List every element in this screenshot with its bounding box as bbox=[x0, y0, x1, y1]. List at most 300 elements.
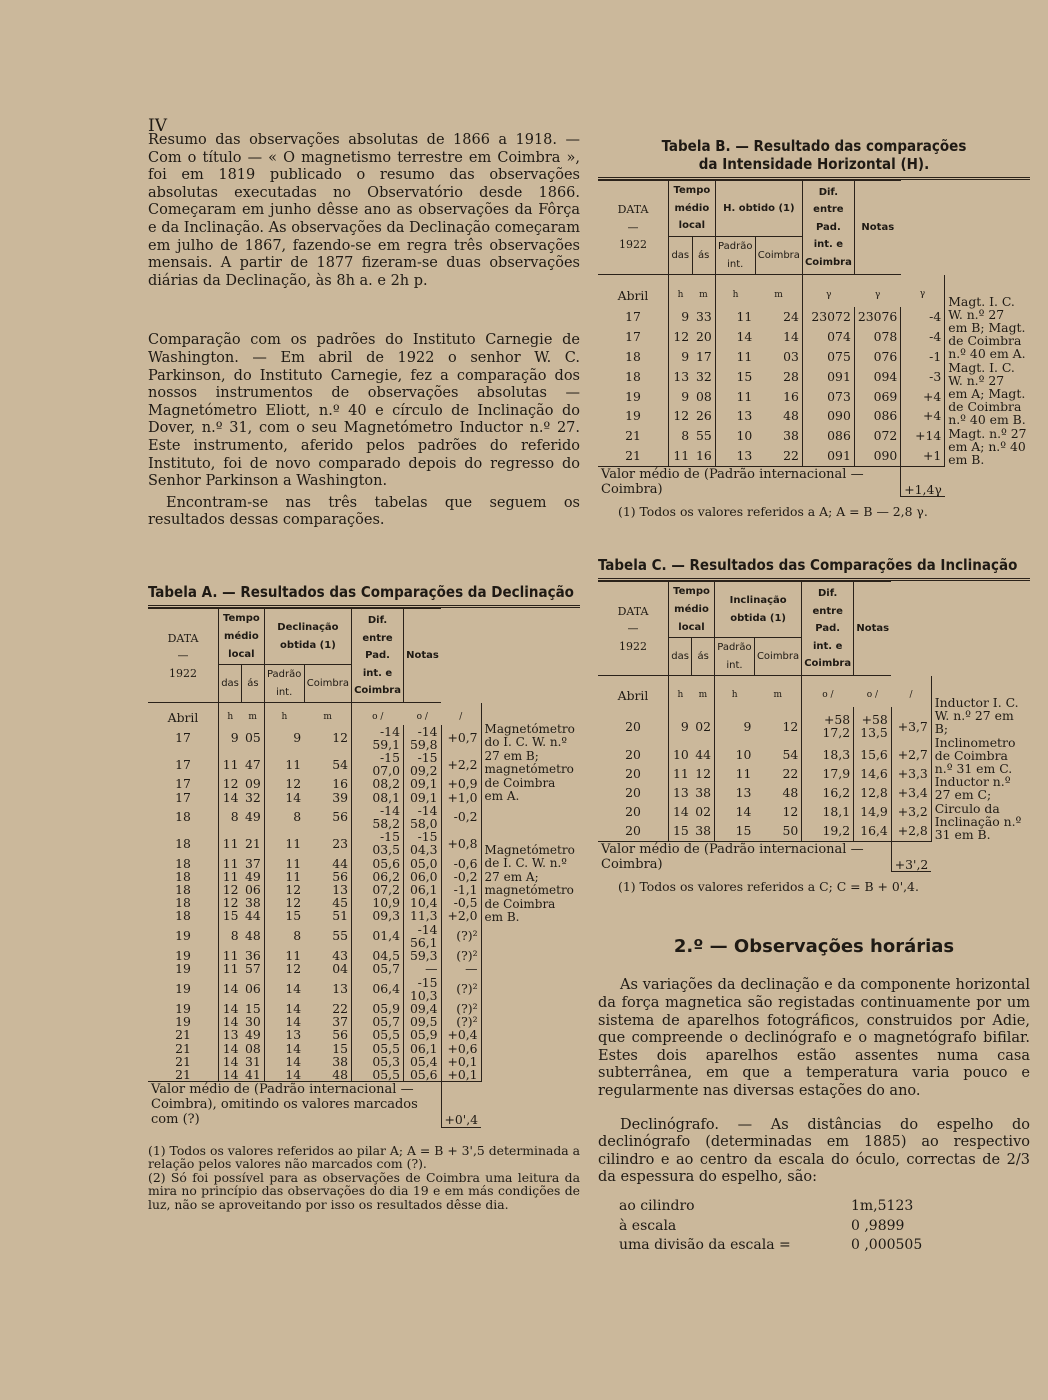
table-c-head-padrao: Padrão int. bbox=[715, 638, 755, 676]
table-c-unit-label: h bbox=[669, 676, 692, 707]
table-a-cell-das-h: 11 bbox=[219, 962, 242, 975]
table-c-cell-as-h: 9 bbox=[715, 707, 755, 745]
table-a-cell-dif: +0,1 bbox=[441, 1068, 481, 1082]
table-a-cell-day: 17 bbox=[175, 789, 191, 805]
table-a-cell-coimbra: 10,4 bbox=[403, 896, 441, 909]
table-b-month-label: Abril bbox=[617, 287, 649, 303]
table-c-cell-as-m: 54 bbox=[782, 747, 799, 763]
table-a-head-coimbra: Coimbra bbox=[304, 665, 351, 703]
table-a-cell-padrao: 05,5 bbox=[352, 1042, 404, 1055]
table-a-cell-padrao: 04,5 bbox=[352, 949, 404, 962]
table-c-unit-label: o / bbox=[866, 690, 879, 701]
table-a-head-tempo: Tempo médio local bbox=[219, 609, 265, 665]
table-a-cell-as-m: 56 bbox=[332, 868, 349, 884]
measure-value: 0 ,000505 bbox=[851, 1237, 923, 1254]
table-a-cell-das-h: 14 bbox=[219, 1002, 242, 1015]
table-b-cell-padrao: 23072 bbox=[802, 307, 854, 327]
table-c-head-coimbra: Coimbra bbox=[754, 638, 801, 676]
table-b-cell-das-h: 9 bbox=[669, 386, 693, 406]
table-c-cell-das-m: 38 bbox=[695, 785, 712, 801]
table-b-cell-as-m: 28 bbox=[783, 368, 799, 384]
table-c-footnote: (1) Todos os valores referidos a C; C = B + 0',4. bbox=[618, 879, 919, 895]
table-c-cell-dif: +3,4 bbox=[891, 783, 931, 802]
table-a-head-das: das bbox=[219, 665, 242, 703]
table-a-cell-das-h: 14 bbox=[219, 1015, 242, 1028]
table-a-cell-as-m: 13 bbox=[332, 981, 349, 997]
table-b-unit-label: γ bbox=[874, 289, 881, 300]
table-c-cell-das-m: 38 bbox=[695, 823, 712, 839]
table-a-month-row bbox=[148, 703, 580, 725]
table-a-cell-dif: -1,1 bbox=[441, 883, 481, 896]
table-c-cell-das-h: 9 bbox=[669, 707, 692, 745]
table-a-cell-day: 17 bbox=[175, 730, 191, 746]
table-a-cell-padrao: 05,5 bbox=[352, 1068, 404, 1082]
table-b-cell-as-m: 16 bbox=[783, 388, 799, 404]
table-c-unit-label: o / bbox=[802, 676, 854, 707]
table-a-cell-das-h: 14 bbox=[219, 1068, 242, 1082]
table-a-cell-das-h: 9 bbox=[219, 725, 242, 751]
table-b-cell-das-h: 11 bbox=[669, 446, 693, 467]
table-a-cell-das-m: 57 bbox=[244, 961, 261, 977]
table-a-cell-dif: +1,0 bbox=[441, 791, 481, 804]
table-a-cell-dif: +0,7 bbox=[441, 725, 481, 751]
table-a-cell-das-m: 48 bbox=[244, 928, 261, 944]
table-b-title: Tabela B. — Resultado das comparações da Intensidade Horizontal (H). bbox=[661, 137, 967, 173]
table-b-cell-as-h: 11 bbox=[715, 386, 755, 406]
measure-label: ao cilindro bbox=[619, 1197, 695, 1214]
table-b-cell-as-h: 11 bbox=[715, 347, 755, 367]
table-c-head-year: 1922 bbox=[619, 639, 647, 653]
table-a-cell-day: 18 bbox=[175, 882, 191, 898]
table-a-average-row bbox=[148, 1082, 580, 1128]
paragraph-variacoes: As variações da declinação e da componente horizontal da força magnetica são registadas continuamente por um sistema de aparelhos fotográficos, construidos por Adie, que compreende o declinógrafo e o magnetógrafo bifilar. Estes dois aparelhos estão assentes numa casa subterrânea, em que a temperatura varia pouco e regularmente nas diversas estações do ano. bbox=[598, 977, 1030, 1099]
table-c-cell-as-h: 13 bbox=[715, 783, 755, 802]
table-c-cell-padrao: 17,9 bbox=[802, 764, 854, 783]
table-a-cell-day: 18 bbox=[175, 809, 191, 825]
page-number: IV bbox=[148, 116, 167, 136]
measure-row bbox=[618, 1217, 923, 1237]
table-b-cell-as-h: 10 bbox=[715, 426, 755, 446]
table-a-cell-dif: -0,2 bbox=[441, 870, 481, 883]
table-a-cell-as-h: 14 bbox=[264, 791, 304, 804]
table-b-month-row bbox=[598, 275, 1030, 308]
table-c-cell-das-h: 13 bbox=[669, 783, 692, 802]
table-a-head-year: 1922 bbox=[169, 666, 197, 680]
table-a-cell-das-m: 41 bbox=[244, 1066, 261, 1082]
table-a-cell-padrao: 07,2 bbox=[352, 883, 404, 896]
table-a-cell-das-m: 36 bbox=[244, 948, 261, 964]
table-c-cell-as-h: 11 bbox=[715, 764, 755, 783]
table-b-cell-padrao: 073 bbox=[802, 386, 854, 406]
table-a-cell-as-h: 14 bbox=[264, 1002, 304, 1015]
table-b-cell-padrao: 091 bbox=[802, 367, 854, 387]
table-a-cell-das-m: 31 bbox=[244, 1053, 261, 1069]
table-b-cell-coimbra: 086 bbox=[854, 406, 900, 426]
table-a-cell-padrao: 05,3 bbox=[352, 1055, 404, 1068]
table-a-cell-das-h: 14 bbox=[219, 976, 242, 1002]
table-c-notes: Inductor I. C. W. n.º 27 em B; Inclinometro de Coimbra n.º 31 em C. Inductor n.º 27 em C; Circulo da Inclinação n.º 31 em B. bbox=[931, 676, 1030, 841]
table-a-footnote-1: (1) Todos os valores referidos ao pilar A; A = B + 3',5 determinada a relação pelos valores não marcados com (?). bbox=[148, 1142, 580, 1172]
table-b-cell-padrao: 075 bbox=[802, 347, 854, 367]
table-a-cell-coimbra: 05,0 bbox=[403, 857, 441, 870]
table-a-cell-dif: (?)² bbox=[441, 949, 481, 962]
table-c-cell-padrao: 18,3 bbox=[802, 745, 854, 764]
table-a-cell-as-h: 12 bbox=[264, 777, 304, 790]
table-b-cell-dif: -4 bbox=[901, 307, 945, 327]
table-a-cell-das-h: 11 bbox=[219, 751, 242, 777]
table-a-cell-dif: +2,2 bbox=[441, 751, 481, 777]
table-b-cell-das-m: 17 bbox=[695, 349, 712, 365]
table-a-cell-day: 18 bbox=[175, 908, 191, 924]
table-a-cell-as-m: 56 bbox=[332, 809, 349, 825]
table-a-cell-as-m: 48 bbox=[332, 1066, 349, 1082]
table-c-cell-padrao: 18,1 bbox=[802, 802, 854, 821]
table-a-cell-coimbra: -14 59,8 bbox=[403, 725, 441, 751]
table-a-cell-dif: +0,1 bbox=[441, 1055, 481, 1068]
table-c-cell-as-m: 48 bbox=[782, 785, 799, 801]
table-b-cell-dif: +4 bbox=[901, 406, 945, 426]
table-a-cell-day: 19 bbox=[175, 961, 191, 977]
measure-label: uma divisão da escala = bbox=[619, 1237, 791, 1254]
table-c-cell-coimbra: 12,8 bbox=[854, 783, 892, 802]
table-c-cell-padrao: +58 17,2 bbox=[802, 707, 854, 745]
table-a-cell-as-m: 38 bbox=[332, 1053, 349, 1069]
table-a-cell-padrao: -14 58,2 bbox=[352, 804, 404, 830]
table-a: DATA — 1922 Tempo médio local Declinação obtida (1) Dif. entre Pad. int. e Coimbra Notas das ás Padrão int. Coimbra Abril h m h m o / o / / Magnetómetro do I. C. W. n.º 27 em B; magnetómetro de Coimbra em A. Magnetómetro de I. C. W. n.º 27 em A; magnetómetro de Coimbra em B. 17 9 05 9 12 -14 59,1 -14 59,8 +0,7 17 11 47 11 54 -15 07,0 -15 09,2 +2,2 17 12 09 12 16 08,2 09,1 +0,9 17 14 32 14 39 08,1 09,1 +1,0 18 8 49 8 56 -14 58,2 -14 58,0 -0,2 18 11 21 11 23 -15 03,5 -15 04,3 +0,8 18 11 37 11 44 05,6 05,0 -0,6 18 11 49 11 56 06,2 06,0 -0,2 18 12 06 12 13 07,2 06,1 -1,1 18 12 38 12 45 10,9 10,4 -0,5 18 15 44 15 51 09,3 11,3 +2,0 19 8 48 8 55 01,4 -14 56,1 (?)² 19 11 36 11 43 04,5 59,3 (?)² 19 11 57 12 04 05,7 — — 19 14 06 14 13 06,4 -15 10,3 (?)² 19 14 15 14 22 05,9 09,4 (?)² 19 14 30 14 37 05,7 09,5 (?)² 21 13 49 13 56 05,5 05,9 +0,4 21 14 08 14 15 05,5 06,1 +0,6 21 14 31 14 38 05,3 05,4 +0,1 21 14 41 14 48 05,5 05,6 +0,1 Valor médio de (Padrão internacional — Coimbra), omitindo os valores marcados com (?) +0',4 bbox=[148, 608, 580, 1127]
table-c-cell-as-m: 12 bbox=[782, 804, 799, 820]
table-a-cell-das-m: 06 bbox=[244, 882, 261, 898]
table-c-head-as: ás bbox=[692, 638, 715, 676]
table-a-cell-coimbra: 05,6 bbox=[403, 1068, 441, 1082]
table-a-cell-dif: (?)² bbox=[441, 976, 481, 1002]
table-a-cell-das-m: 09 bbox=[244, 776, 261, 792]
table-a-cell-dif: +0,6 bbox=[441, 1042, 481, 1055]
table-b-cell-day: 19 bbox=[625, 408, 641, 424]
table-a-cell-day: 19 bbox=[175, 981, 191, 997]
table-a-cell-coimbra: -14 58,0 bbox=[403, 804, 441, 830]
table-c-cell-coimbra: 14,6 bbox=[854, 764, 892, 783]
table-a-cell-dif: (?)² bbox=[441, 923, 481, 949]
section-title: 2.º — Observações horárias bbox=[673, 935, 955, 957]
table-b-cell-as-h: 14 bbox=[715, 327, 755, 347]
table-a-cell-as-h: 13 bbox=[264, 1028, 304, 1041]
table-b-cell-coimbra: 078 bbox=[854, 327, 900, 347]
right-column bbox=[598, 138, 1030, 1256]
table-b-cell-day: 17 bbox=[625, 329, 641, 345]
table-a-cell-day: 21 bbox=[175, 1027, 191, 1043]
table-a-cell-as-m: 04 bbox=[332, 961, 349, 977]
measure-row bbox=[618, 1236, 923, 1256]
table-b-average-label: Valor médio de (Padrão internacional — Coimbra) bbox=[598, 466, 901, 497]
table-a-unit-label: m bbox=[323, 712, 332, 723]
table-a-cell-as-m: 55 bbox=[332, 928, 349, 944]
paragraph-resumo: Resumo das observações absolutas de 1866 a 1918. — Com o título — « O magnetismo terrestre em Coimbra », foi em 1819 publicado o resumo das observações absolutas executadas no Observatório desde 1866. Começaram em junho dêsse ano as observações da Fôrça e da Inclinação. As observações da Declinação começaram em julho de 1867, fazendo-se em regra três observações mensais. A partir de 1877 fizeram-se duas observações diárias da Declinação, às 8h a. e 2h p. bbox=[148, 132, 580, 289]
table-a-cell-day: 18 bbox=[175, 855, 191, 871]
table-a-cell-padrao: 10,9 bbox=[352, 896, 404, 909]
table-a-cell-coimbra: 09,1 bbox=[403, 791, 441, 804]
table-b-cell-dif: +4 bbox=[901, 386, 945, 406]
table-a-cell-das-h: 11 bbox=[219, 870, 242, 883]
table-a-cell-dif: -0,5 bbox=[441, 896, 481, 909]
table-a-cell-as-m: 13 bbox=[332, 882, 349, 898]
table-a-cell-dif: -0,2 bbox=[441, 804, 481, 830]
table-a-cell-das-h: 11 bbox=[219, 830, 242, 856]
table-a-cell-day: 18 bbox=[175, 835, 191, 851]
table-c-cell-das-h: 11 bbox=[669, 764, 692, 783]
table-a-cell-das-h: 11 bbox=[219, 857, 242, 870]
table-c-head-dif: Dif. entre Pad. int. e Coimbra bbox=[802, 582, 854, 676]
table-a-cell-day: 19 bbox=[175, 928, 191, 944]
table-b-cell-das-h: 9 bbox=[669, 347, 693, 367]
table-b-unit-label: γ bbox=[802, 275, 854, 308]
table-b-average-value: +1,4γ bbox=[901, 466, 945, 497]
table-b-cell-dif: +1 bbox=[901, 446, 945, 467]
table-a-head-data: DATA bbox=[167, 631, 199, 645]
table-c-cell-coimbra: 16,4 bbox=[854, 821, 892, 841]
table-a-cell-as-m: 23 bbox=[332, 835, 349, 851]
table-b-unit-label: m bbox=[699, 289, 708, 300]
table-a-cell-das-m: 30 bbox=[244, 1014, 261, 1030]
table-a-unit-label: m bbox=[248, 712, 257, 723]
table-a-cell-as-h: 12 bbox=[264, 883, 304, 896]
table-a-cell-day: 17 bbox=[175, 756, 191, 772]
table-a-cell-das-h: 15 bbox=[219, 909, 242, 922]
table-b-head-data: DATA bbox=[617, 203, 649, 217]
table-b-cell-day: 19 bbox=[625, 388, 641, 404]
table-a-head-as: ás bbox=[242, 665, 265, 703]
table-a-title: Tabela A. — Resultados das Comparações da Declinação bbox=[148, 582, 574, 601]
table-c-cell-dif: +3,2 bbox=[891, 802, 931, 821]
measure-row bbox=[618, 1197, 923, 1217]
table-a-cell-dif: (?)² bbox=[441, 1002, 481, 1015]
table-a-cell-coimbra: 06,1 bbox=[403, 883, 441, 896]
table-a-cell-padrao: 06,2 bbox=[352, 870, 404, 883]
table-a-cell-padrao: 06,4 bbox=[352, 976, 404, 1002]
table-a-cell-day: 19 bbox=[175, 1000, 191, 1016]
table-c-cell-das-h: 14 bbox=[669, 802, 692, 821]
table-b-cell-day: 18 bbox=[625, 349, 641, 365]
table-a-cell-day: 19 bbox=[175, 948, 191, 964]
table-a-cell-das-m: 49 bbox=[244, 809, 261, 825]
table-b-head-year: 1922 bbox=[619, 238, 647, 252]
table-b-unit-label: h bbox=[715, 275, 755, 308]
table-c-cell-dif: +3,7 bbox=[891, 707, 931, 745]
table-c-cell-das-m: 44 bbox=[695, 747, 712, 763]
table-b-cell-das-m: 26 bbox=[695, 408, 712, 424]
table-b-head-h: H. obtido (1) bbox=[715, 181, 802, 237]
table-b-cell-coimbra: 069 bbox=[854, 386, 900, 406]
table-c-cell-coimbra: 14,9 bbox=[854, 802, 892, 821]
table-a-cell-das-m: 06 bbox=[244, 981, 261, 997]
table-b-cell-dif: -4 bbox=[901, 327, 945, 347]
table-a-cell-day: 21 bbox=[175, 1040, 191, 1056]
table-c-head-incl: Inclinação obtida (1) bbox=[715, 582, 802, 638]
table-b-head-as: ás bbox=[692, 236, 715, 274]
table-b-cell-das-m: 32 bbox=[695, 368, 712, 384]
table-a-head-dif: Dif. entre Pad. int. e Coimbra bbox=[352, 609, 404, 703]
table-b-cell-as-h: 15 bbox=[715, 367, 755, 387]
table-a-cell-as-h: 15 bbox=[264, 909, 304, 922]
table-b-cell-das-h: 9 bbox=[669, 307, 693, 327]
table-a-cell-padrao: -15 07,0 bbox=[352, 751, 404, 777]
table-c-cell-day: 20 bbox=[625, 823, 641, 839]
table-a-cell-das-h: 11 bbox=[219, 949, 242, 962]
table-a-cell-as-h: 12 bbox=[264, 962, 304, 975]
table-a-cell-das-h: 8 bbox=[219, 923, 242, 949]
table-b-cell-das-m: 33 bbox=[695, 309, 712, 325]
table-c-cell-as-m: 12 bbox=[782, 718, 799, 734]
measures-table bbox=[618, 1197, 923, 1256]
table-a-cell-as-m: 54 bbox=[332, 756, 349, 772]
table-c-cell-das-m: 12 bbox=[695, 766, 712, 782]
table-c-head-tempo: Tempo médio local bbox=[669, 582, 715, 638]
table-a-cell-as-m: 44 bbox=[332, 855, 349, 871]
table-c-average-label: Valor médio de (Padrão internacional — Coimbra) bbox=[598, 841, 891, 872]
table-b-cell-das-m: 55 bbox=[695, 428, 712, 444]
table-b-head-notas: Notas bbox=[854, 181, 900, 275]
table-b-cell-as-m: 03 bbox=[783, 349, 799, 365]
table-a-cell-day: 21 bbox=[175, 1066, 191, 1082]
table-c-cell-dif: +2,8 bbox=[891, 821, 931, 841]
table-c-unit-label: m bbox=[773, 690, 783, 701]
table-b-cell-das-h: 8 bbox=[669, 426, 693, 446]
table-b-cell-as-m: 48 bbox=[783, 408, 799, 424]
table-a-head-padrao: Padrão int. bbox=[264, 665, 304, 703]
table-a-cell-coimbra: 09,5 bbox=[403, 1015, 441, 1028]
table-a-cell-as-h: 14 bbox=[264, 1068, 304, 1082]
table-a-cell-dif: -0,6 bbox=[441, 857, 481, 870]
table-a-footnote-2: (2) Só foi possível para as observações de Coimbra uma leitura da mira no princípio das observações do dia 19 e em más condições de luz, não se aproveitando por isso os resultados dêsse dia. bbox=[148, 1169, 580, 1212]
table-a-cell-day: 21 bbox=[175, 1053, 191, 1069]
table-a-cell-padrao: 05,7 bbox=[352, 962, 404, 975]
table-a-cell-coimbra: -14 56,1 bbox=[403, 923, 441, 949]
table-a-cell-das-m: 21 bbox=[244, 835, 261, 851]
table-b-cell-as-h: 13 bbox=[715, 446, 755, 467]
table-a-note: Magnetómetro de I. C. W. n.º 27 em A; magnetómetro de Coimbra em B. bbox=[484, 842, 575, 925]
table-c-month-label: Abril bbox=[617, 688, 649, 704]
table-a-cell-coimbra: -15 10,3 bbox=[403, 976, 441, 1002]
table-a-cell-padrao: 05,5 bbox=[352, 1028, 404, 1041]
table-b-cell-as-m: 14 bbox=[783, 329, 799, 345]
table-a-notes bbox=[481, 703, 580, 1082]
table-b-unit-label: m bbox=[774, 289, 783, 300]
table-b-head-padrao: Padrão int. bbox=[715, 236, 755, 274]
table-a-cell-dif: +0,4 bbox=[441, 1028, 481, 1041]
table-a-cell-coimbra: 05,4 bbox=[403, 1055, 441, 1068]
table-a-cell-das-m: 38 bbox=[244, 895, 261, 911]
table-b-cell-as-m: 24 bbox=[783, 309, 799, 325]
table-a-cell-coimbra: — bbox=[403, 962, 441, 975]
table-b-unit-label: γ bbox=[919, 289, 926, 300]
table-b-cell-padrao: 090 bbox=[802, 406, 854, 426]
table-a-cell-das-m: 49 bbox=[244, 868, 261, 884]
table-b-unit-label: h bbox=[669, 275, 693, 308]
table-c-cell-das-h: 10 bbox=[669, 745, 692, 764]
table-c-cell-as-m: 22 bbox=[782, 766, 799, 782]
table-a-cell-das-h: 14 bbox=[219, 1055, 242, 1068]
table-c-unit-label: m bbox=[698, 690, 708, 701]
table-b-cell-as-m: 22 bbox=[783, 448, 799, 464]
table-a-cell-dif: — bbox=[441, 962, 481, 975]
table-a-cell-as-h: 8 bbox=[264, 804, 304, 830]
table-a-cell-as-m: 16 bbox=[332, 776, 349, 792]
table-a-cell-as-h: 9 bbox=[264, 725, 304, 751]
table-a-cell-as-m: 43 bbox=[332, 948, 349, 964]
table-a-cell-das-h: 13 bbox=[219, 1028, 242, 1041]
table-a-cell-das-h: 12 bbox=[219, 883, 242, 896]
table-a-cell-coimbra: 09,4 bbox=[403, 1002, 441, 1015]
table-a-cell-dif: (?)² bbox=[441, 1015, 481, 1028]
table-a-cell-das-m: 15 bbox=[244, 1000, 261, 1016]
table-a-cell-padrao: 01,4 bbox=[352, 923, 404, 949]
table-c-cell-day: 20 bbox=[625, 785, 641, 801]
table-b-cell-padrao: 074 bbox=[802, 327, 854, 347]
table-a-cell-coimbra: 59,3 bbox=[403, 949, 441, 962]
table-a-cell-as-h: 14 bbox=[264, 1055, 304, 1068]
table-a-unit-label: o / bbox=[352, 703, 404, 725]
measure-label: à escala bbox=[619, 1217, 677, 1234]
table-a-cell-as-h: 14 bbox=[264, 1015, 304, 1028]
table-b-cell-as-h: 13 bbox=[715, 406, 755, 426]
table-a-head-decl: Declinação obtida (1) bbox=[264, 609, 351, 665]
table-a-cell-coimbra: 11,3 bbox=[403, 909, 441, 922]
table-a-cell-das-m: 08 bbox=[244, 1040, 261, 1056]
table-a-cell-das-m: 05 bbox=[244, 730, 261, 746]
table-a-cell-as-h: 11 bbox=[264, 870, 304, 883]
table-b-footnote: (1) Todos os valores referidos a A; A = B — 2,8 γ. bbox=[618, 504, 928, 520]
table-a-cell-coimbra: -15 04,3 bbox=[403, 830, 441, 856]
table-c-cell-coimbra: 15,6 bbox=[854, 745, 892, 764]
table-c-cell-day: 20 bbox=[625, 804, 641, 820]
table-a-cell-padrao: 09,3 bbox=[352, 909, 404, 922]
table-a-cell-as-h: 8 bbox=[264, 923, 304, 949]
table-b-cell-coimbra: 090 bbox=[854, 446, 900, 467]
table-b-cell-dif: +14 bbox=[901, 426, 945, 446]
table-b-cell-as-h: 11 bbox=[715, 307, 755, 327]
table-a-cell-das-h: 12 bbox=[219, 896, 242, 909]
table-b-cell-das-h: 13 bbox=[669, 367, 693, 387]
table-a-cell-as-h: 11 bbox=[264, 857, 304, 870]
table-a-cell-padrao: -14 59,1 bbox=[352, 725, 404, 751]
table-c-cell-dif: +2,7 bbox=[891, 745, 931, 764]
table-a-cell-as-h: 12 bbox=[264, 896, 304, 909]
table-c-cell-dif: +3,3 bbox=[891, 764, 931, 783]
table-a-cell-day: 18 bbox=[175, 895, 191, 911]
measure-value: 0 ,9899 bbox=[851, 1217, 905, 1234]
measure-value: 1m,5123 bbox=[851, 1197, 914, 1214]
table-a-cell-das-m: 47 bbox=[244, 756, 261, 772]
table-a-cell-coimbra: 06,0 bbox=[403, 870, 441, 883]
table-b-head-coimbra: Coimbra bbox=[755, 236, 802, 274]
table-c-month-row bbox=[598, 676, 1030, 707]
table-b: DATA — 1922 Tempo médio local H. obtido (1) Dif. entre Pad. int. e Coimbra Notas das ás Padrão int. Coimbra Abril h m h m γ γ γ Magt. I. C. W. n.º 27 em B; Magt. de Coimbra n.º 40 em A. Magt. I. C. W. n.º 27 em A; Magt. de Coimbra n.º 40 em B. Magt. n.º 27 em A; n.º 40 em B. 17 9 33 11 24 23072 23076 -4 17 12 20 14 14 074 078 -4 18 9 17 11 03 075 076 -1 18 13 32 15 28 091 094 -3 19 9 08 11 16 073 069 +4 19 12 26 13 48 090 086 +4 21 8 55 10 38 086 072 +14 21 11 16 13 22 091 090 +1 Valor médio de (Padrão internacional — Coimbra) +1,4γ bbox=[598, 180, 1030, 497]
table-b-cell-das-h: 12 bbox=[669, 327, 693, 347]
table-b-cell-as-m: 38 bbox=[783, 428, 799, 444]
table-b-cell-day: 21 bbox=[625, 448, 641, 464]
table-a-cell-as-m: 12 bbox=[332, 730, 349, 746]
table-b-cell-coimbra: 23076 bbox=[854, 307, 900, 327]
table-a-cell-as-m: 56 bbox=[332, 1027, 349, 1043]
table-a-cell-dif: +2,0 bbox=[441, 909, 481, 922]
table-b-average-row bbox=[598, 466, 1030, 497]
table-a-cell-das-h: 12 bbox=[219, 777, 242, 790]
table-b-cell-coimbra: 076 bbox=[854, 347, 900, 367]
table-b-cell-das-m: 20 bbox=[695, 329, 712, 345]
table-c-cell-padrao: 19,2 bbox=[802, 821, 854, 841]
table-a-cell-padrao: -15 03,5 bbox=[352, 830, 404, 856]
table-a-note: Magnetómetro do I. C. W. n.º 27 em B; magnetómetro de Coimbra em A. bbox=[484, 721, 575, 804]
table-b-cell-das-h: 12 bbox=[669, 406, 693, 426]
